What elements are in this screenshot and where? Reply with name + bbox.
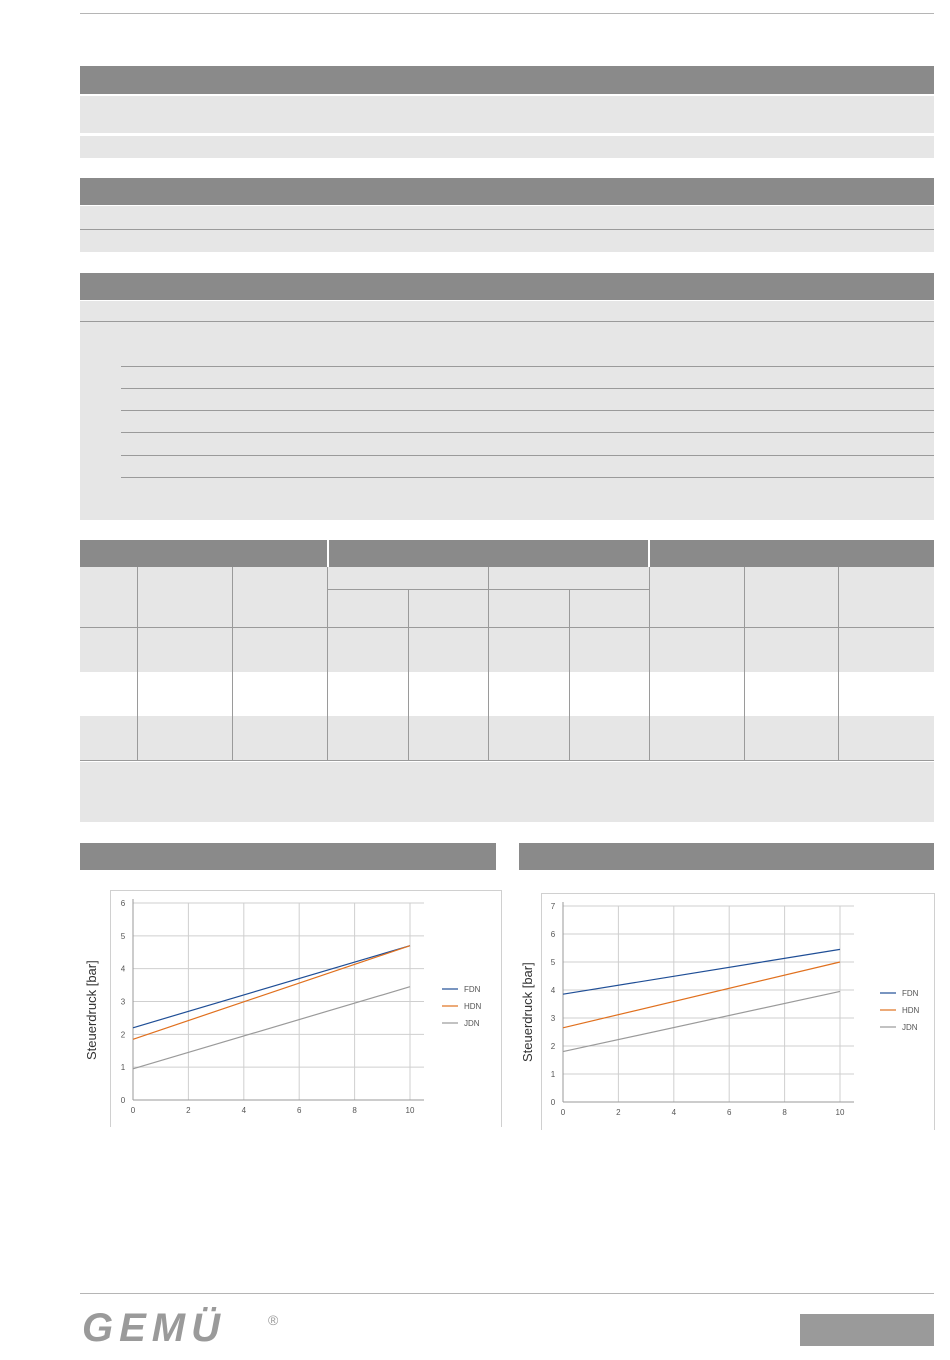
pressure-chart-right xyxy=(541,893,933,1129)
legend-label-jdn: JDN xyxy=(464,1019,480,1028)
sub-row-divider xyxy=(121,410,934,411)
y-tick-label: 0 xyxy=(120,1096,126,1105)
y-tick-label: 1 xyxy=(550,1070,556,1079)
x-tick-label: 0 xyxy=(130,1106,136,1115)
y-tick-label: 4 xyxy=(550,986,556,995)
gemu-logo: GEMÜ xyxy=(82,1306,226,1350)
chart-header-right xyxy=(519,843,934,870)
table-header xyxy=(80,540,934,567)
legend-label-hdn: HDN xyxy=(902,1006,920,1015)
x-tick-label: 6 xyxy=(296,1106,302,1115)
series-line-fdn xyxy=(133,946,410,1028)
x-tick-label: 4 xyxy=(671,1108,677,1117)
registered-mark: ® xyxy=(268,1312,279,1328)
sub-row-divider xyxy=(121,388,934,389)
section-row xyxy=(80,136,934,158)
y-tick-label: 0 xyxy=(550,1098,556,1107)
chart-left-ylabel: Steuerdruck [bar] xyxy=(84,960,99,1060)
sub-row-divider xyxy=(121,366,934,367)
legend-label-fdn: FDN xyxy=(902,989,919,998)
sub-row-divider xyxy=(121,432,934,433)
section-row xyxy=(80,301,934,321)
table-row-divider xyxy=(80,760,934,761)
section-row xyxy=(80,96,934,133)
table-row xyxy=(80,628,934,672)
x-tick-label: 0 xyxy=(560,1108,566,1117)
section-header-2 xyxy=(80,178,934,205)
footer-rule xyxy=(80,1293,934,1294)
y-tick-label: 5 xyxy=(120,931,126,941)
y-tick-label: 2 xyxy=(120,1030,126,1040)
legend-label-jdn: JDN xyxy=(902,1023,918,1032)
table-row xyxy=(80,716,934,760)
y-tick-label: 2 xyxy=(550,1042,556,1051)
table-col-line xyxy=(838,567,839,760)
x-tick-label: 6 xyxy=(726,1108,732,1117)
x-tick-label: 8 xyxy=(782,1108,787,1117)
series-line-hdn xyxy=(133,946,410,1040)
table-col-line xyxy=(408,589,409,760)
table-col-line xyxy=(327,567,328,760)
table-row xyxy=(80,672,934,716)
legend-label-fdn: FDN xyxy=(464,985,481,994)
series-line-jdn xyxy=(563,991,840,1051)
section-row xyxy=(80,230,934,252)
header-rule xyxy=(80,13,934,14)
x-tick-label: 2 xyxy=(186,1106,191,1115)
sub-row-divider xyxy=(121,455,934,456)
table-col-line xyxy=(488,567,489,760)
y-tick-label: 6 xyxy=(550,930,556,939)
chart-header-left xyxy=(80,843,496,870)
table-col-line xyxy=(649,567,650,760)
x-tick-label: 2 xyxy=(616,1108,621,1117)
x-tick-label: 8 xyxy=(352,1106,357,1115)
legend-label-hdn: HDN xyxy=(464,1002,482,1011)
section-block xyxy=(80,322,934,520)
pressure-chart-left xyxy=(110,890,500,1126)
table-footnote xyxy=(80,762,934,822)
table-subheader xyxy=(80,567,934,627)
table-header-sep xyxy=(327,540,329,567)
table-col-line xyxy=(232,567,233,760)
table-col-line xyxy=(744,567,745,760)
x-tick-label: 10 xyxy=(405,1106,415,1115)
y-tick-label: 1 xyxy=(120,1063,126,1073)
y-tick-label: 6 xyxy=(120,899,126,908)
x-tick-label: 4 xyxy=(241,1106,247,1115)
section-row xyxy=(80,206,934,229)
section-header-1 xyxy=(80,66,934,94)
page-number-box xyxy=(800,1314,934,1346)
y-tick-label: 3 xyxy=(550,1014,556,1023)
table-col-line xyxy=(569,589,570,760)
table-col-line xyxy=(137,567,138,760)
y-tick-label: 4 xyxy=(120,964,126,974)
section-header-3 xyxy=(80,273,934,300)
sub-row-divider xyxy=(121,477,934,478)
y-tick-label: 7 xyxy=(550,902,556,911)
y-tick-label: 5 xyxy=(550,958,556,967)
y-tick-label: 3 xyxy=(120,997,126,1007)
series-line-jdn xyxy=(133,987,410,1069)
chart-right-ylabel: Steuerdruck [bar] xyxy=(520,962,535,1062)
x-tick-label: 10 xyxy=(835,1108,845,1117)
table-header-sep xyxy=(648,540,650,567)
